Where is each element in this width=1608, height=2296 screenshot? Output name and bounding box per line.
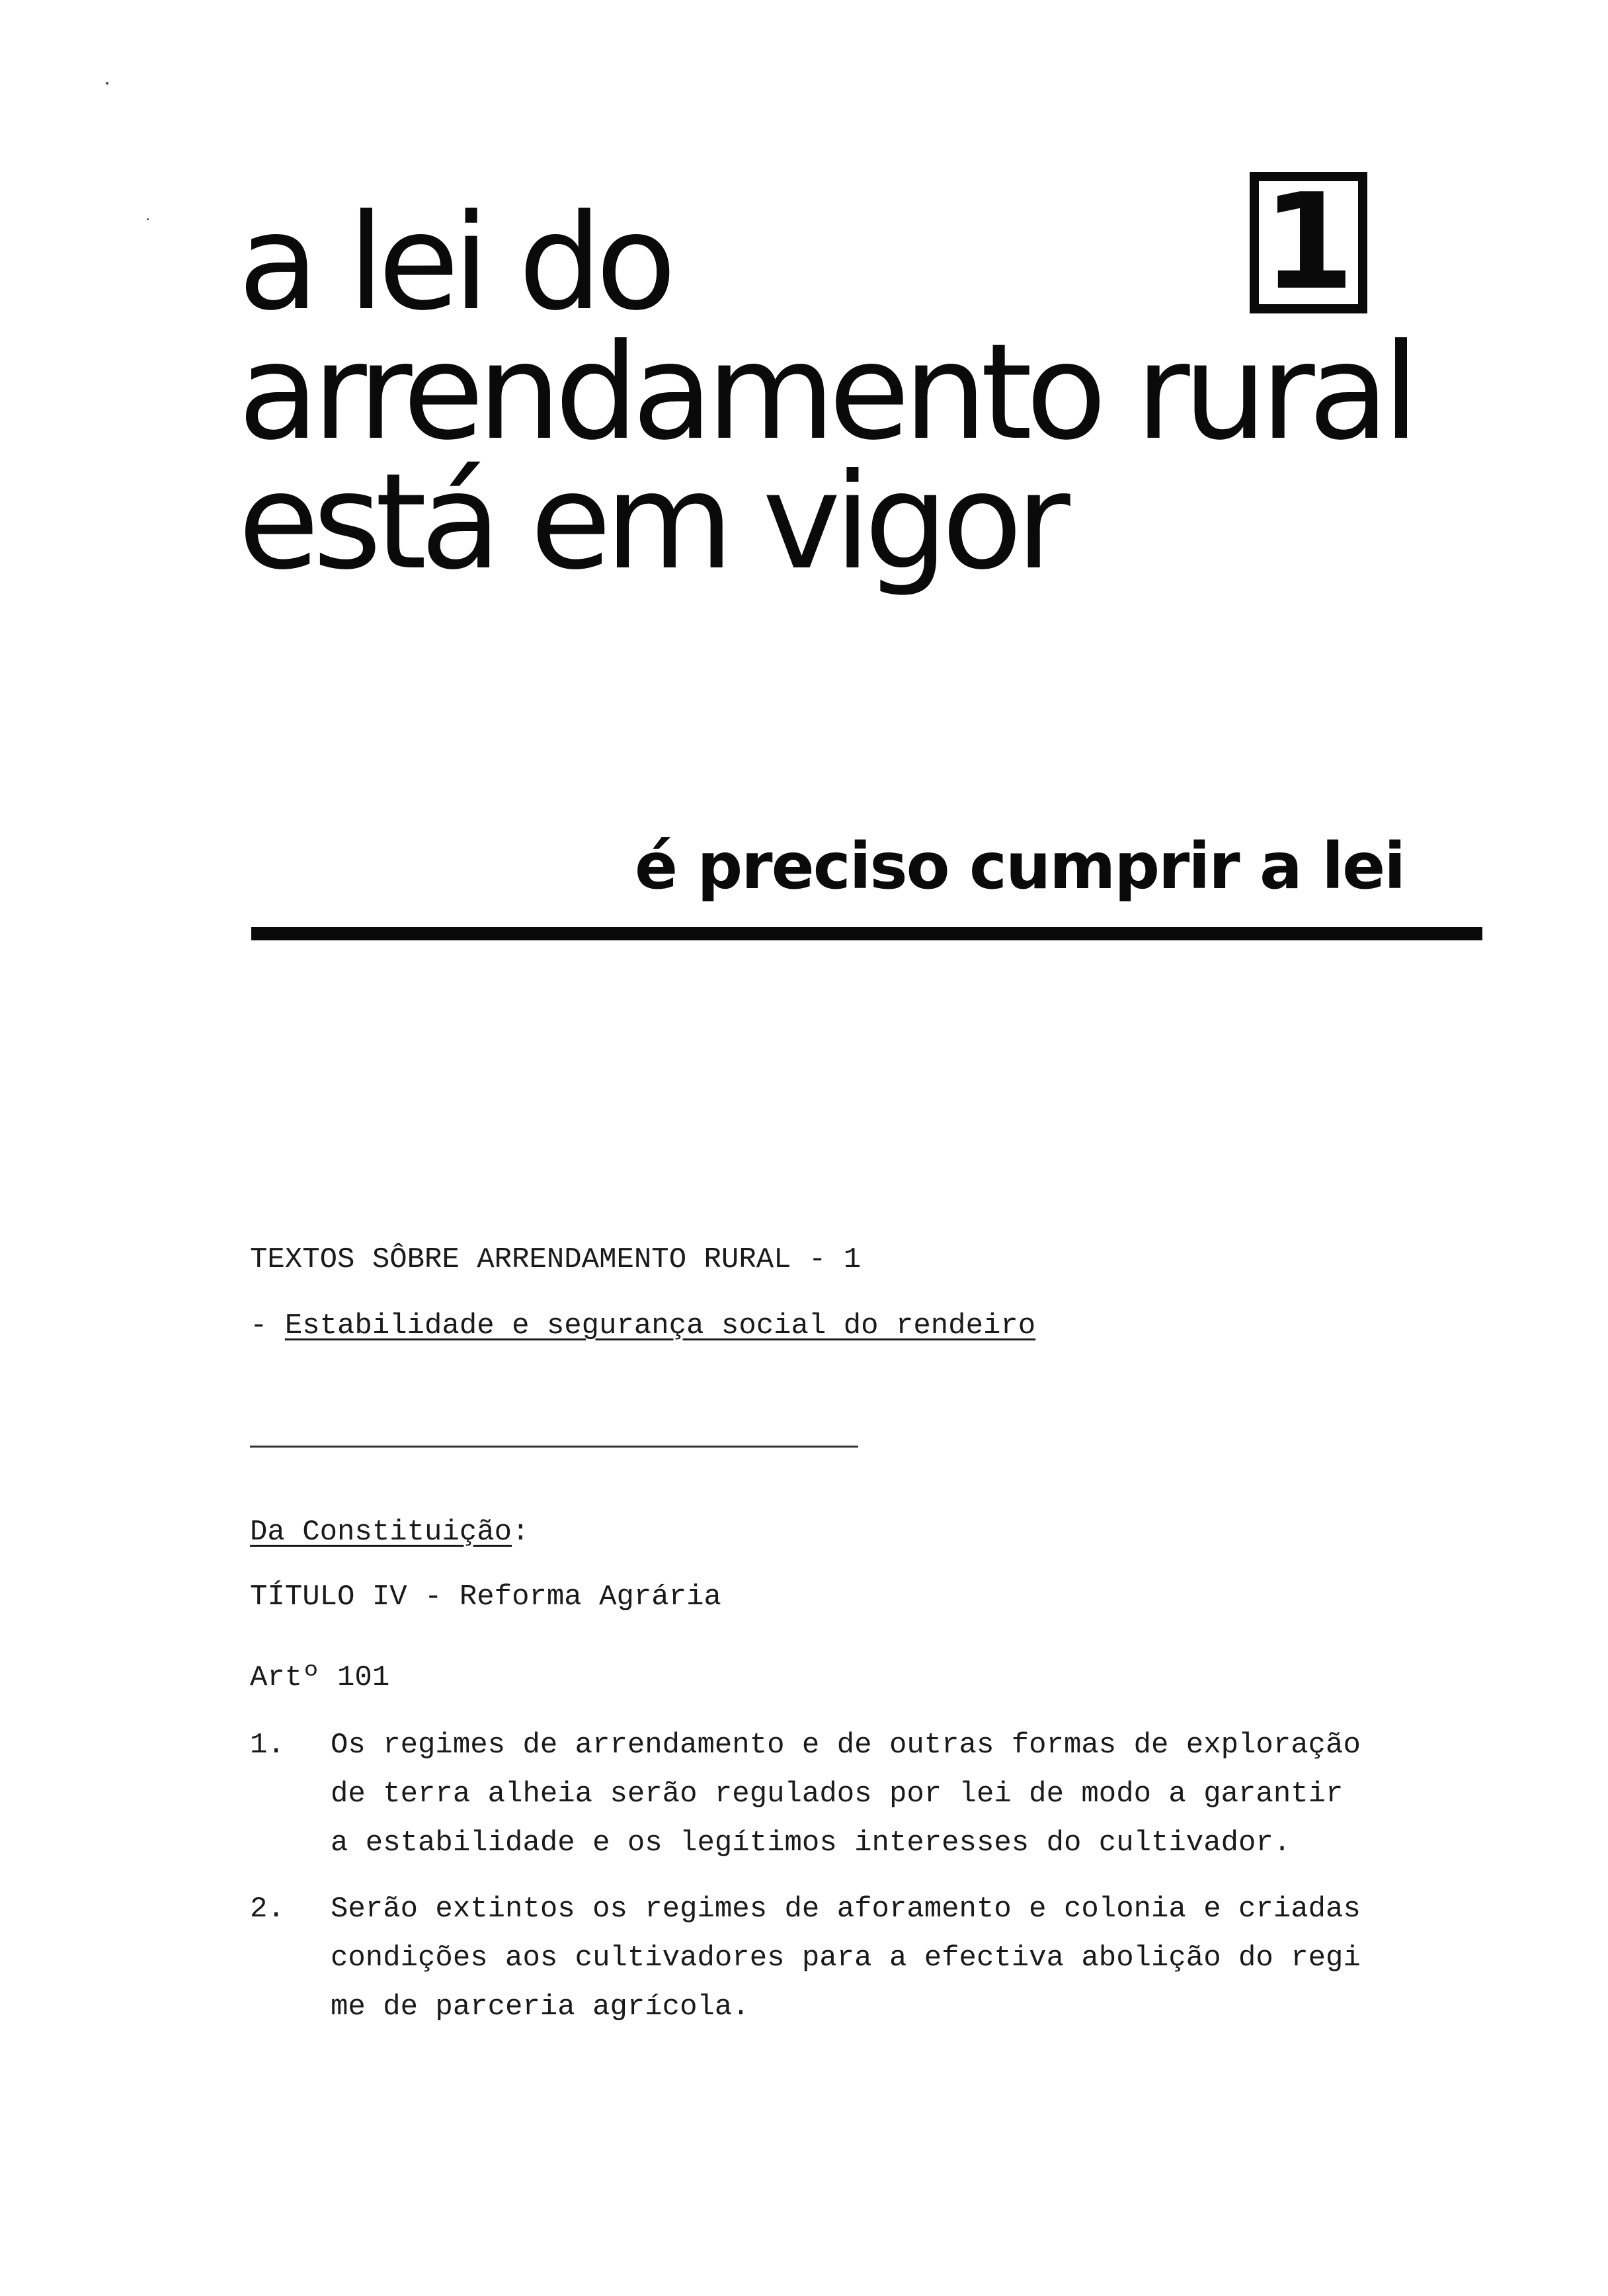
series-title: TEXTOS SÔBRE ARRENDAMENTO RURAL - 1: [250, 1243, 862, 1276]
scan-speck: [106, 82, 108, 85]
list-item-line: de terra alheia serão regulados por lei de modo a garantir: [331, 1778, 1344, 1811]
headline-line-2: arrendamento rural: [238, 315, 1413, 470]
list-item-text: [331, 1721, 1508, 1867]
headline-line-3: está em vigor: [238, 445, 1064, 599]
headline-line-1: a lei do: [238, 186, 670, 340]
issue-number-badge: 1: [1250, 172, 1367, 313]
list-item: [250, 1721, 1506, 1867]
topic-dash: -: [250, 1309, 285, 1342]
list-item-line: Serão extintos os regimes de aforamento e colonia e criadas: [331, 1893, 1361, 1926]
list-item-line: me de parceria agrícola.: [331, 1990, 750, 2024]
title-divider: [251, 927, 1482, 940]
scan-speck: [147, 218, 149, 220]
source-label: Da Constituição: [250, 1516, 512, 1549]
list-item-line: a estabilidade e os legítimos interesses do cultivador.: [331, 1826, 1291, 1860]
list-item-line: condições aos cultivadores para a efectiva abolição do regi: [331, 1942, 1361, 1975]
list-item-number: 1.: [250, 1729, 285, 1762]
list-item-line: Os regimes de arrendamento e de outras formas de exploração: [331, 1729, 1361, 1762]
article-number: Artº 101: [250, 1661, 390, 1694]
source-heading: [250, 1508, 529, 1557]
list-item: [250, 1885, 1506, 2031]
section-divider: [250, 1446, 858, 1448]
section-title: TÍTULO IV - Reforma Agrária: [250, 1580, 721, 1614]
topic-line: [250, 1301, 1035, 1350]
subtitle: é preciso cumprir a lei: [635, 829, 1405, 903]
list-item-text: [331, 1885, 1508, 2031]
list-item-number: 2.: [250, 1893, 285, 1926]
source-colon: :: [512, 1516, 530, 1549]
topic-text: Estabilidade e segurança social do rendeiro: [284, 1309, 1036, 1342]
